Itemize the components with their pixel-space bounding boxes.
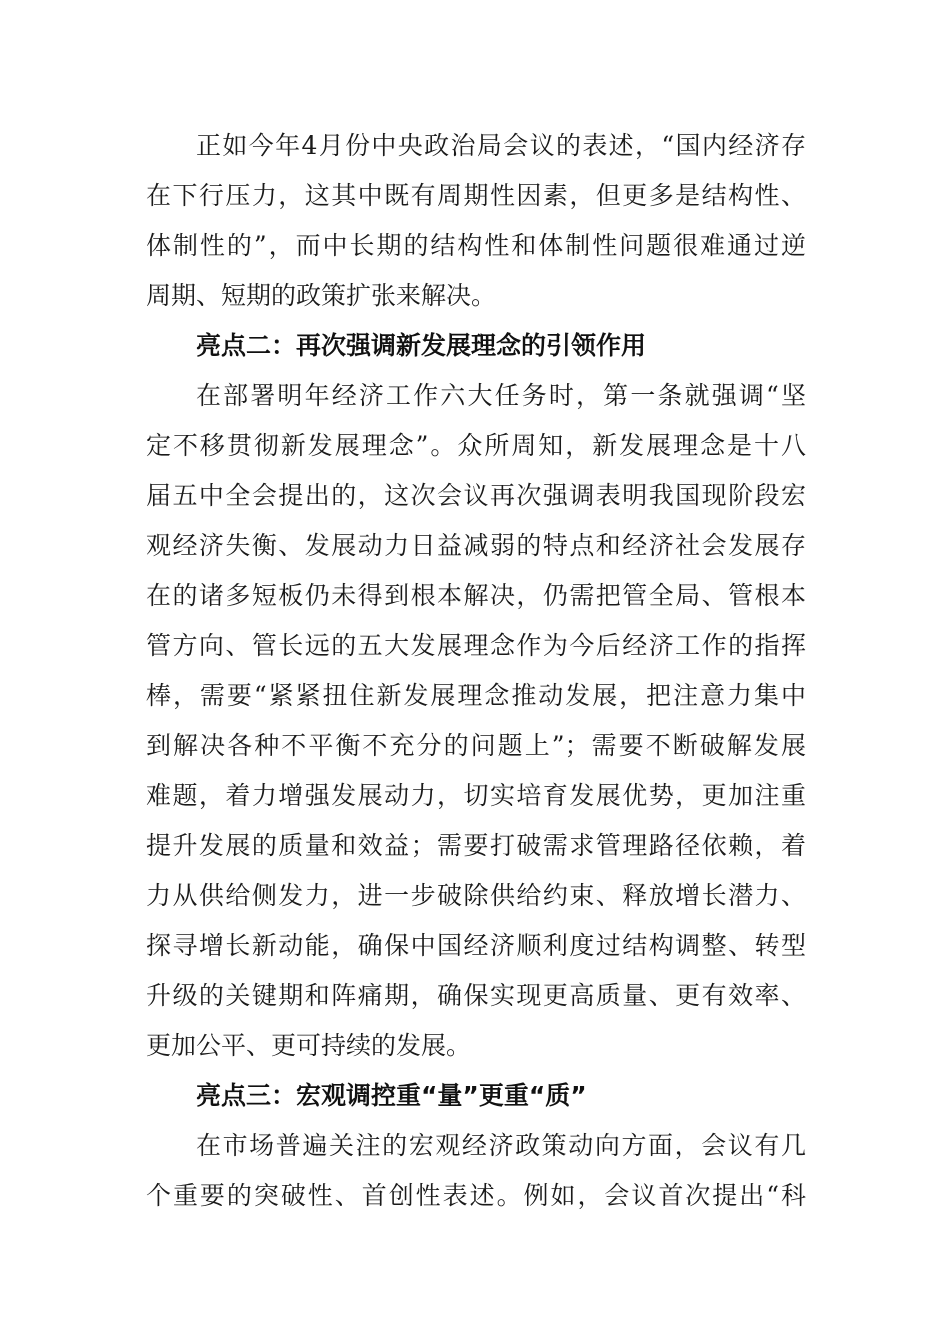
paragraph-2-line-4: 观经济失衡、发展动力日益减弱的特点和经济社会发展存 bbox=[146, 531, 806, 560]
paragraph-2-line-13: 升级的关键期和阵痛期，确保实现更高质量、更有效率、 bbox=[146, 981, 806, 1010]
paragraph-2-line-11: 力从供给侧发力，进一步破除供给约束、释放增长潜力、 bbox=[146, 881, 806, 910]
paragraph-2-line-14: 更加公平、更可持续的发展。 bbox=[146, 1031, 472, 1060]
paragraph-2-line-7: 棒，需要“紧紧扭住新发展理念推动发展，把注意力集中 bbox=[146, 681, 806, 710]
paragraph-2-line-9: 难题，着力增强发展动力，切实培育发展优势，更加注重 bbox=[146, 781, 806, 810]
paragraph-2-line-12: 探寻增长新动能，确保中国经济顺利度过结构调整、转型 bbox=[146, 931, 806, 960]
paragraph-2-line-1: 在部署明年经济工作六大任务时，第一条就强调“坚 bbox=[196, 381, 806, 410]
paragraph-3-line-1: 在市场普遍关注的宏观经济政策动向方面，会议有几 bbox=[196, 1131, 806, 1160]
paragraph-2-line-2: 定不移贯彻新发展理念”。众所周知，新发展理念是十八 bbox=[146, 431, 806, 460]
paragraph-2-line-3: 届五中全会提出的，这次会议再次强调表明我国现阶段宏 bbox=[146, 481, 806, 510]
section-heading-3: 亮点三：宏观调控重“量”更重“质” bbox=[196, 1081, 587, 1110]
paragraph-1-line-4: 周期、短期的政策扩张来解决。 bbox=[146, 281, 497, 310]
section-heading-2: 亮点二：再次强调新发展理念的引领作用 bbox=[196, 331, 647, 360]
paragraph-2-line-6: 管方向、管长远的五大发展理念作为今后经济工作的指挥 bbox=[146, 631, 806, 660]
paragraph-2-line-5: 在的诸多短板仍未得到根本解决，仍需把管全局、管根本 bbox=[146, 581, 806, 610]
paragraph-1-line-1: 正如今年4月份中央政治局会议的表述，“国内经济存 bbox=[196, 131, 806, 160]
paragraph-2-line-10: 提升发展的质量和效益；需要打破需求管理路径依赖，着 bbox=[146, 831, 806, 860]
paragraph-1-line-3: 体制性的”，而中长期的结构性和体制性问题很难通过逆 bbox=[146, 231, 806, 260]
paragraph-1-line-2: 在下行压力，这其中既有周期性因素，但更多是结构性、 bbox=[146, 181, 806, 210]
paragraph-2-line-8: 到解决各种不平衡不充分的问题上”；需要不断破解发展 bbox=[146, 731, 806, 760]
paragraph-3-line-2: 个重要的突破性、首创性表述。例如，会议首次提出“科 bbox=[146, 1181, 806, 1210]
